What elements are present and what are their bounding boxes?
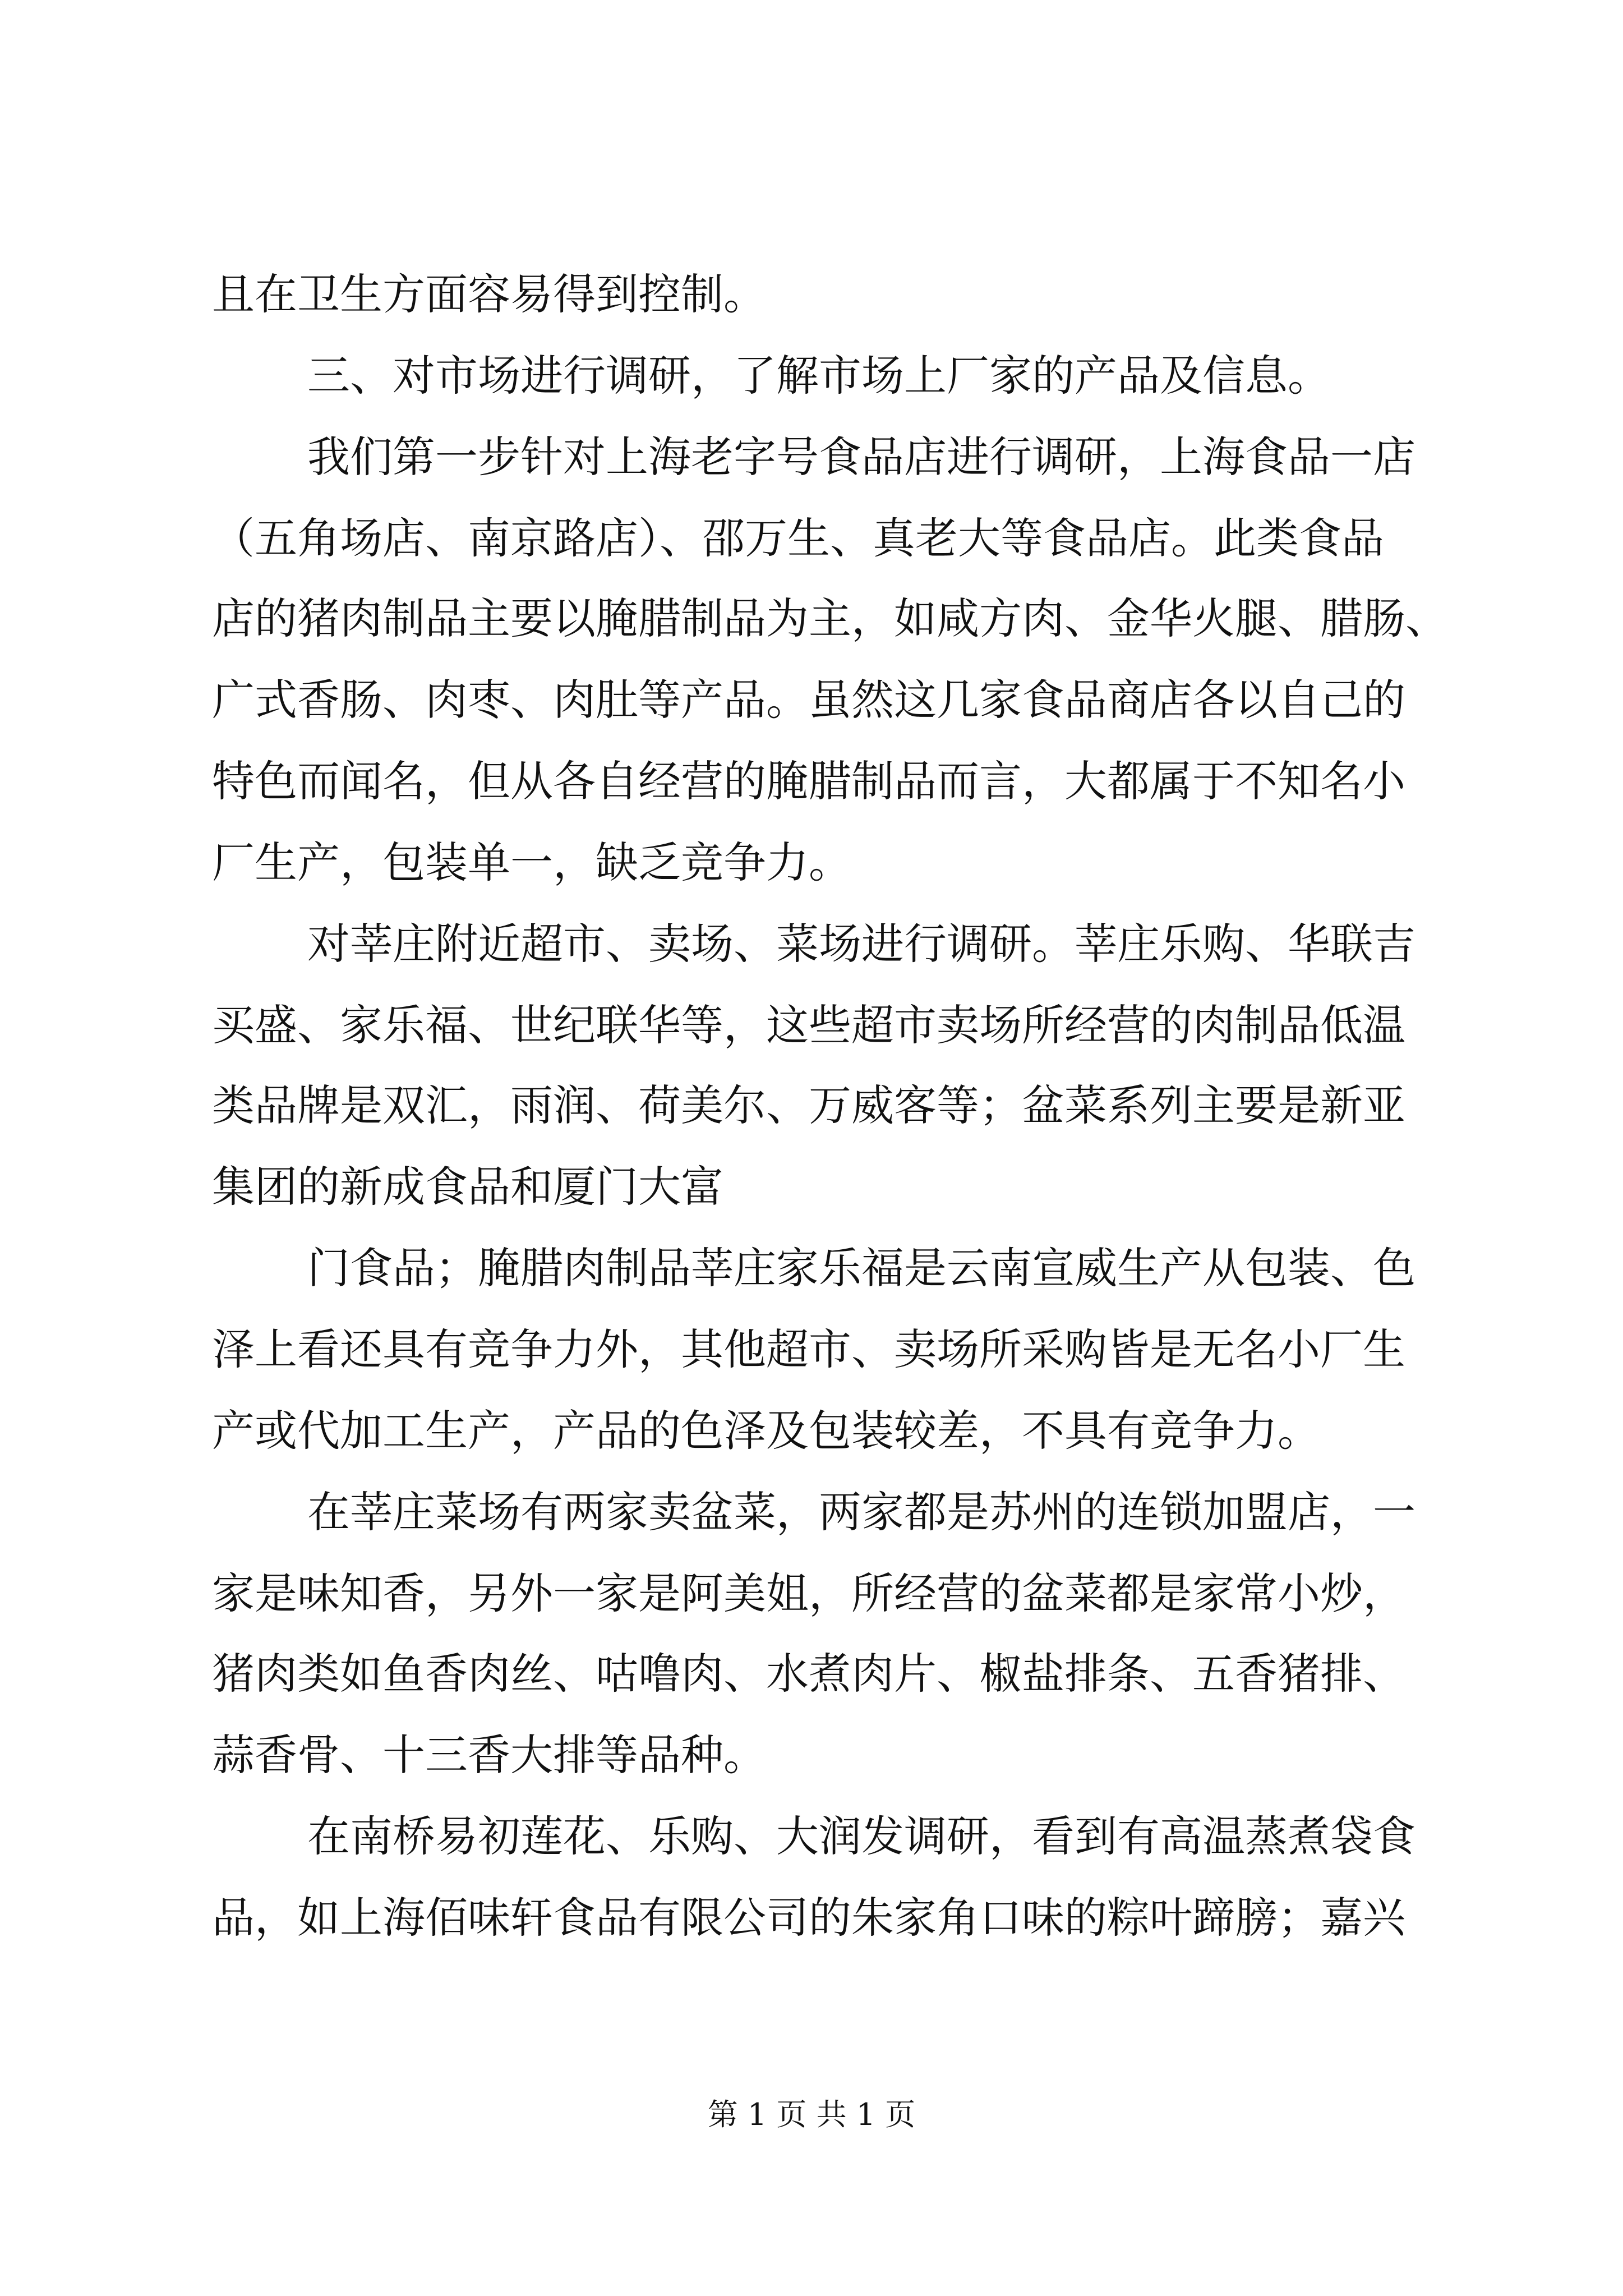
text-line-21: 品，如上海佰味轩食品有限公司的朱家角口味的粽叶蹄膀；嘉兴 (212, 1893, 1405, 1943)
text-line-16: 在莘庄菜场有两家卖盆菜，两家都是苏州的连锁加盟店，一 (307, 1487, 1415, 1537)
text-line-3: 我们第一步针对上海老字号食品店进行调研，上海食品一店 (307, 432, 1415, 482)
text-line-13: 门食品；腌腊肉制品莘庄家乐福是云南宣威生产从包装、色 (307, 1243, 1415, 1293)
text-line-11: 类品牌是双汇，雨润、荷美尔、万威客等；盆菜系列主要是新亚 (212, 1080, 1405, 1130)
text-line-9: 对莘庄附近超市、卖场、菜场进行调研。莘庄乐购、华联吉 (307, 919, 1415, 969)
text-line-17: 家是味知香，另外一家是阿美姐，所经营的盆菜都是家常小炒， (212, 1568, 1405, 1618)
text-line-10: 买盛、家乐福、世纪联华等，这些超市卖场所经营的肉制品低温 (212, 1000, 1405, 1050)
text-line-18: 猪肉类如鱼香肉丝、咕噜肉、水煮肉片、椒盐排条、五香猪排、 (212, 1649, 1405, 1699)
text-line-19: 蒜香骨、十三香大排等品种。 (212, 1730, 766, 1780)
section-heading: 三、对市场进行调研，了解市场上厂家的产品及信息。 (307, 351, 1330, 401)
text-line-4: （五角场店、南京路店）、邵万生、真老大等食品店。此类食品 (212, 513, 1384, 563)
text-line-8: 厂生产，包装单一，缺乏竞争力。 (212, 838, 851, 887)
text-line-6: 广式香肠、肉枣、肉肚等产品。虽然这几家食品商店各以自己的 (212, 675, 1405, 725)
text-line-20: 在南桥易初莲花、乐购、大润发调研，看到有高温蒸煮袋食 (307, 1811, 1415, 1861)
text-line-7: 特色而闻名，但从各自经营的腌腊制品而言，大都属于不知名小 (212, 756, 1405, 806)
text-line-12: 集团的新成食品和厦门大富 (212, 1162, 723, 1212)
text-line-5: 店的猪肉制品主要以腌腊制品为主，如咸方肉、金华火腿、腊肠、 (212, 593, 1448, 643)
text-line-15: 产或代加工生产，产品的色泽及包装较差，不具有竞争力。 (212, 1406, 1320, 1456)
text-line-14: 泽上看还具有竞争力外，其他超市、卖场所采购皆是无名小厂生 (212, 1324, 1405, 1374)
page-footer: 第 1 页 共 1 页 (707, 2097, 916, 2132)
text-line-1: 且在卫生方面容易得到控制。 (212, 269, 766, 319)
